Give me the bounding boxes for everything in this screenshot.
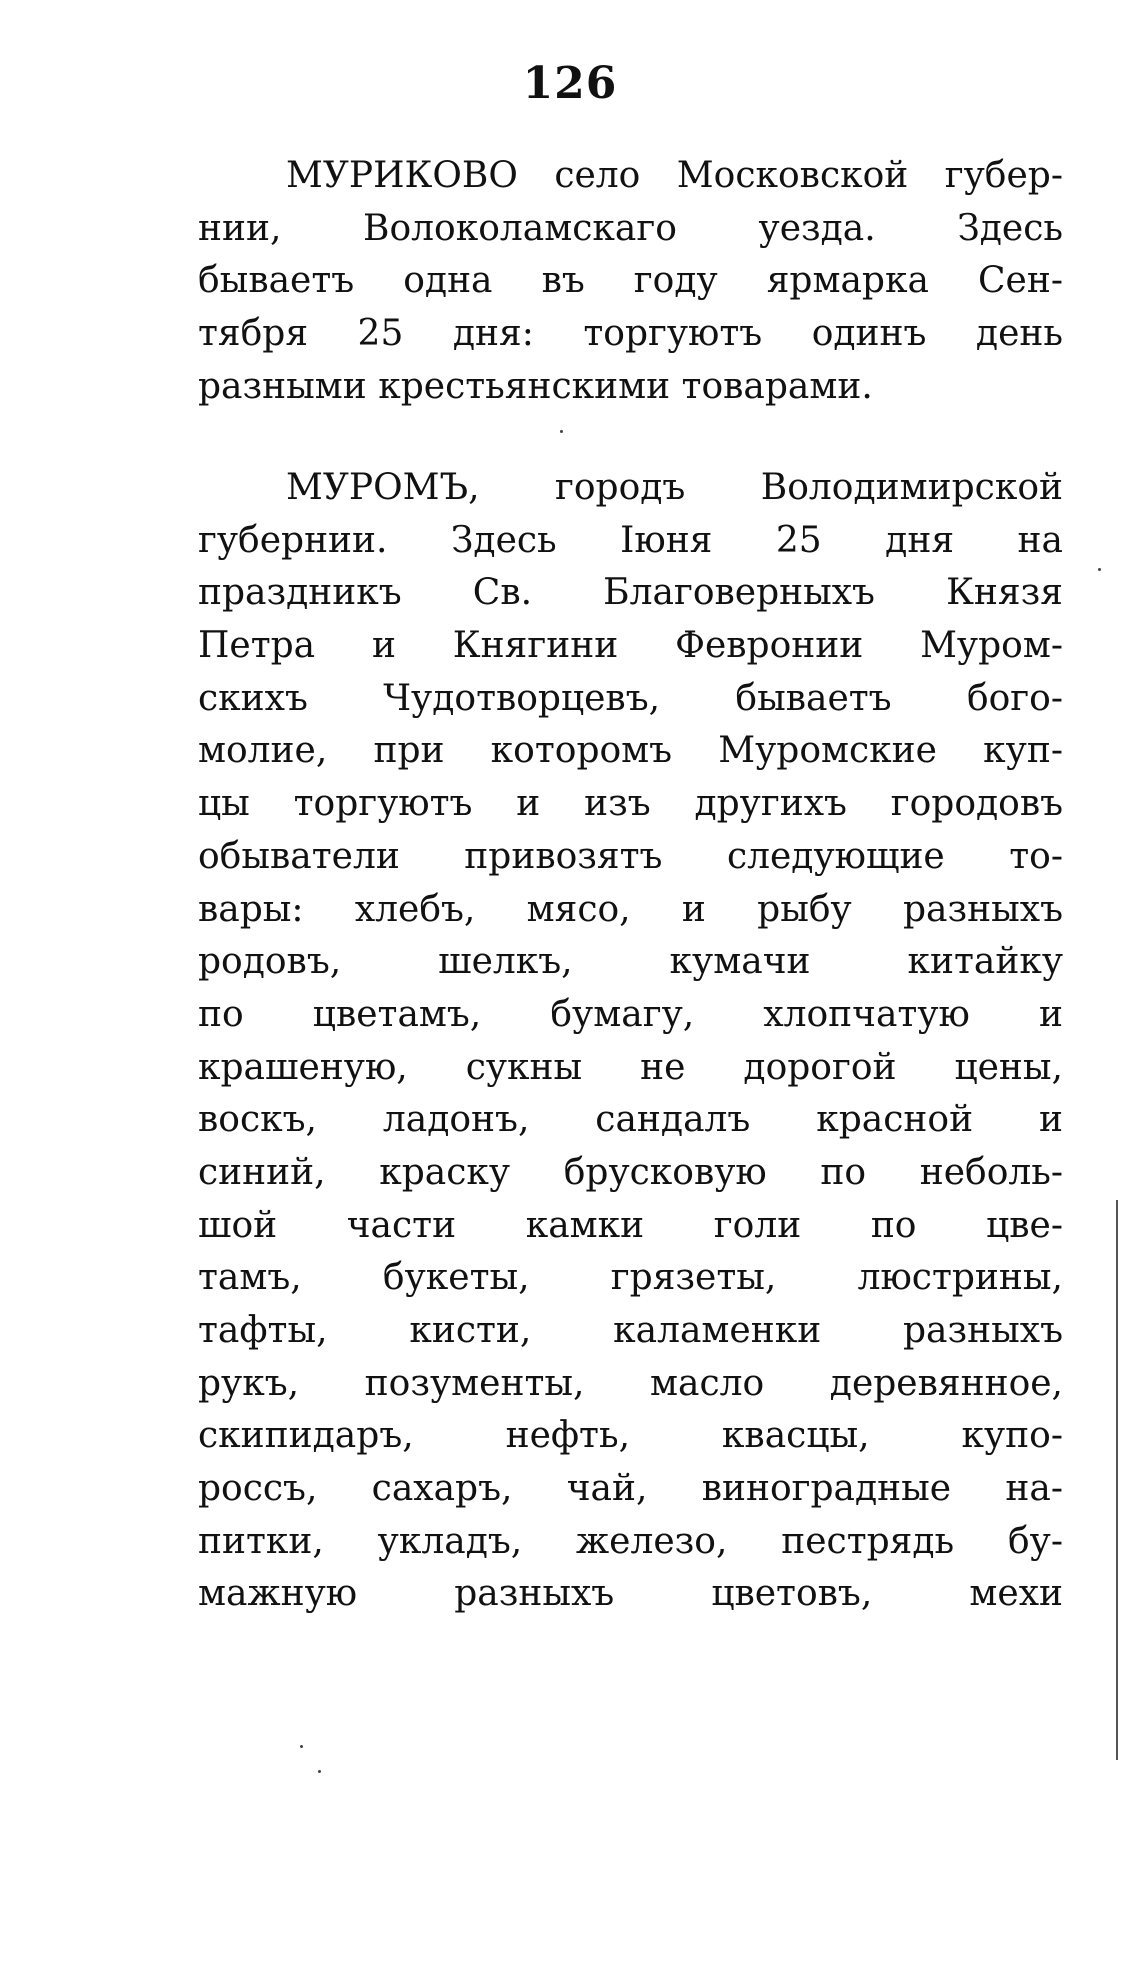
text-line: скихъ Чудотворцевъ, бываетъ бого- bbox=[198, 677, 1063, 719]
scan-speck bbox=[560, 430, 563, 433]
text-line: крашеную, сукны не дорогой цены, bbox=[198, 1046, 1063, 1088]
text-line: нии, Волоколамскаго уезда. Здесь bbox=[198, 207, 1063, 249]
entry-murom bbox=[198, 462, 1063, 1621]
text-line: бываетъ одна въ году ярмарка Сен- bbox=[198, 260, 1063, 302]
text-line: праздникъ Св. Благоверныхъ Князя bbox=[198, 572, 1063, 614]
scan-speck bbox=[318, 1770, 321, 1773]
text-line: губернии. Здесь Іюня 25 дня на bbox=[198, 519, 1063, 561]
text-line: родовъ, шелкъ, кумачи китайку bbox=[198, 941, 1063, 983]
page-number: 126 bbox=[522, 58, 618, 109]
text-line: МУРИКОВО село Московской губер- bbox=[286, 155, 1063, 196]
text-line: тафты, кисти, каламенки разныхъ bbox=[198, 1310, 1063, 1351]
text-line: Петра и Княгини Февронии Муром- bbox=[198, 625, 1063, 667]
text-line: россъ, сахаръ, чай, виноградные на- bbox=[198, 1468, 1063, 1510]
text-line: обыватели привозятъ следующие то- bbox=[198, 835, 1063, 877]
text-line: скипидаръ, нефть, квасцы, купо- bbox=[198, 1415, 1063, 1457]
text-line: питки, укладъ, железо, пестрядь бу- bbox=[198, 1520, 1063, 1562]
scan-speck bbox=[1098, 568, 1101, 571]
text-line: тября 25 дня: торгуютъ одинъ день bbox=[198, 313, 1063, 355]
text-line: рукъ, позументы, масло деревянное, bbox=[198, 1362, 1063, 1404]
scan-edge-line bbox=[1116, 1200, 1118, 1760]
scan-speck bbox=[300, 1745, 303, 1748]
text-line: шой части камки голи по цве- bbox=[198, 1204, 1063, 1246]
text-line: цы торгуютъ и изъ другихъ городовъ bbox=[198, 783, 1063, 825]
text-line: вары: хлебъ, мясо, и рыбу разныхъ bbox=[198, 888, 1063, 930]
text-line: молие, при которомъ Муромские куп- bbox=[198, 730, 1063, 772]
text-line: мажную разныхъ цветовъ, мехи bbox=[198, 1573, 1063, 1615]
text-line: разными крестьянскими товарами. bbox=[198, 365, 873, 407]
text-line: тамъ, букеты, грязеты, люстрины, bbox=[198, 1257, 1063, 1299]
text-line: воскъ, ладонъ, сандалъ красной и bbox=[198, 1099, 1063, 1141]
text-line: МУРОМЪ, городъ Володимирской bbox=[286, 467, 1063, 508]
text-line: синий, краску брусковую по неболь- bbox=[198, 1151, 1063, 1193]
text-line: по цветамъ, бумагу, хлопчатую и bbox=[198, 993, 1063, 1035]
entry-murikovo bbox=[198, 150, 1063, 413]
